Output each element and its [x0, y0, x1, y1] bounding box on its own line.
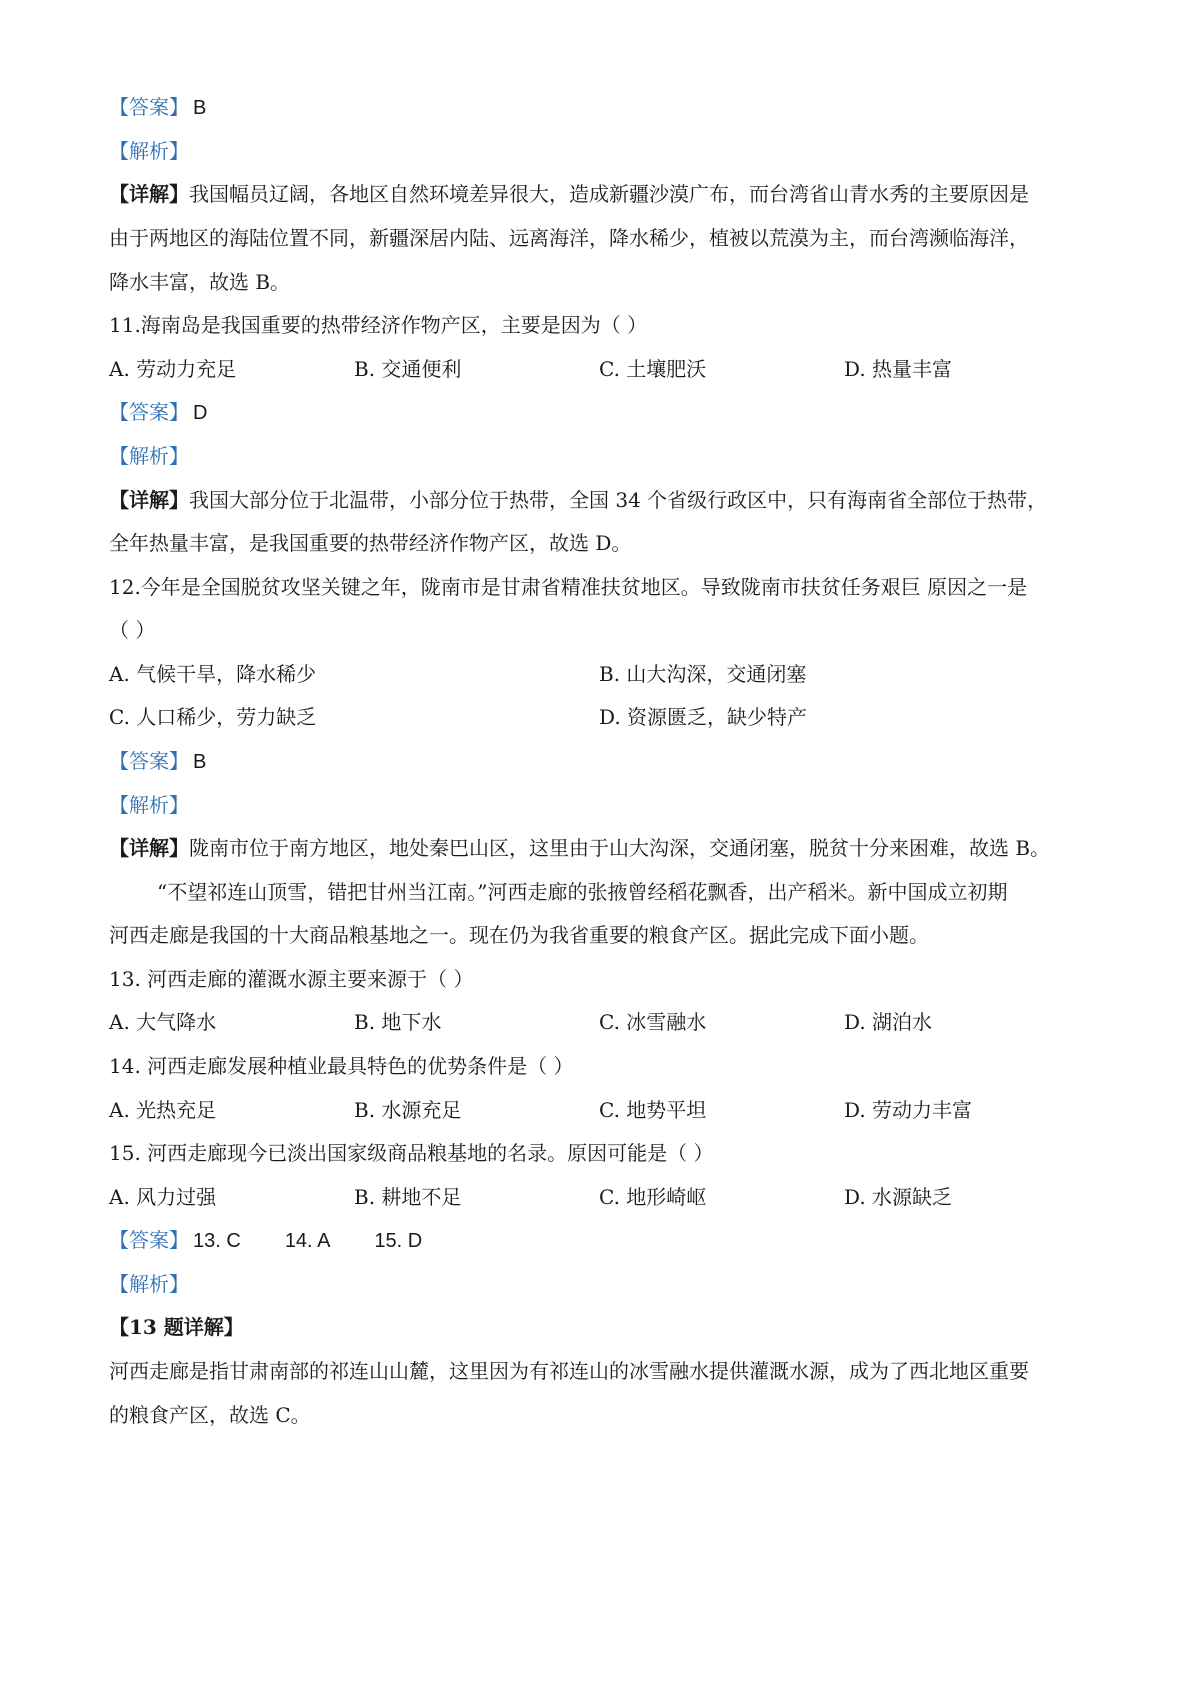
q11-detail-line-1 — [109, 486, 1100, 514]
q10-detail-line-3: 降水丰富，故选 B。 — [109, 270, 291, 294]
detail-label: 【详解】 — [109, 488, 189, 512]
q12-detail — [109, 834, 1100, 862]
option-b: B. 水源充足 — [354, 1098, 462, 1122]
detail-label: 【详解】 — [109, 182, 189, 206]
q11-analysis — [109, 442, 1100, 471]
q10-answer — [109, 93, 1100, 122]
q11-answer — [109, 398, 1100, 427]
q15-stem: 15. 河西走廊现今已淡出国家级商品粮基地的名录。原因可能是（ ） — [109, 1141, 714, 1165]
q12-analysis — [109, 791, 1100, 820]
q11-stem: 11.海南岛是我国重要的热带经济作物产区，主要是因为（ ） — [109, 313, 648, 337]
q12-stem-line-2: （ ） — [109, 618, 156, 642]
answer-label: 【答案】 — [109, 402, 189, 424]
q13-15-analysis — [109, 1270, 1100, 1299]
option-c: C. 人口稀少，劳力缺乏 — [109, 705, 317, 729]
option-d: D. 劳动力丰富 — [844, 1098, 973, 1122]
q12-options-row-1 — [109, 660, 1100, 688]
option-c: C. 土壤肥沃 — [599, 357, 707, 381]
answer-15: 15. D — [374, 1230, 423, 1252]
analysis-label: 【解析】 — [109, 446, 189, 468]
option-c: C. 冰雪融水 — [599, 1010, 707, 1034]
detail-text: 我国幅员辽阔，各地区自然环境差异很大，造成新疆沙漠广布，而台湾省山青水秀的主要原因是 — [189, 182, 1029, 206]
option-b: B. 地下水 — [354, 1010, 442, 1034]
answer-label: 【答案】 — [109, 1230, 189, 1252]
analysis-label: 【解析】 — [109, 795, 189, 817]
passage-line-1: “不望祁连山顶雪，错把甘州当江南。”河西走廊的张掖曾经稻花飘香，出产稻米。新中国成立初期 — [157, 880, 1008, 904]
q12-stem-line-1: 12.今年是全国脱贫攻坚关键之年，陇南市是甘肃省精准扶贫地区。导致陇南市扶贫任务艰巨 原因之一是 — [109, 575, 1028, 599]
option-a: A. 光热充足 — [109, 1098, 217, 1122]
q10-detail-line-1 — [109, 180, 1100, 208]
q10-detail-line-2: 由于两地区的海陆位置不同，新疆深居内陆、远离海洋，降水稀少，植被以荒漠为主，而台湾濒临海洋， — [109, 226, 1029, 250]
option-a: A. 大气降水 — [109, 1010, 217, 1034]
option-d: D. 湖泊水 — [844, 1010, 933, 1034]
analysis-label: 【解析】 — [109, 1274, 189, 1296]
option-b: B. 山大沟深，交通闭塞 — [599, 662, 807, 686]
q10-analysis — [109, 137, 1100, 166]
q13-detail-line-1: 河西走廊是指甘肃南部的祁连山山麓，这里因为有祁连山的冰雪融水提供灌溉水源，成为了西北地区重要 — [109, 1359, 1029, 1383]
answer-13: 13. C — [193, 1230, 241, 1252]
option-a: A. 劳动力充足 — [109, 357, 237, 381]
answer-value: D — [193, 402, 208, 424]
answer-14: 14. A — [284, 1230, 331, 1252]
option-d: D. 资源匮乏，缺少特产 — [599, 705, 808, 729]
q14-stem: 14. 河西走廊发展种植业最具特色的优势条件是（ ） — [109, 1054, 574, 1078]
q13-detail-title: 【13 题详解】 — [109, 1315, 244, 1339]
answer-value: B — [193, 751, 207, 773]
q13-detail-line-2: 的粮食产区，故选 C。 — [109, 1403, 311, 1427]
q14-options — [109, 1096, 1100, 1124]
q13-options — [109, 1008, 1100, 1036]
option-a: A. 气候干旱，降水稀少 — [109, 662, 317, 686]
option-a: A. 风力过强 — [109, 1185, 217, 1209]
q11-options — [109, 355, 1100, 383]
detail-text: 我国大部分位于北温带，小部分位于热带，全国 34 个省级行政区中，只有海南省全部位于热带， — [189, 488, 1048, 512]
detail-text: 陇南市位于南方地区，地处秦巴山区，这里由于山大沟深，交通闭塞，脱贫十分来困难，故选 B。 — [189, 836, 1051, 860]
q13-stem: 13. 河西走廊的灌溉水源主要来源于（ ） — [109, 967, 474, 991]
q15-options — [109, 1183, 1100, 1211]
option-b: B. 交通便利 — [354, 357, 462, 381]
option-d: D. 热量丰富 — [844, 357, 953, 381]
answer-label: 【答案】 — [109, 97, 189, 119]
q12-answer — [109, 747, 1100, 776]
option-c: C. 地势平坦 — [599, 1098, 707, 1122]
option-b: B. 耕地不足 — [354, 1185, 462, 1209]
q11-detail-line-2: 全年热量丰富，是我国重要的热带经济作物产区，故选 D。 — [109, 531, 632, 555]
q13-15-answer — [109, 1226, 1100, 1255]
answer-value: B — [193, 97, 207, 119]
q12-options-row-2 — [109, 703, 1100, 731]
analysis-label: 【解析】 — [109, 141, 189, 163]
answer-label: 【答案】 — [109, 751, 189, 773]
detail-label: 【详解】 — [109, 836, 189, 860]
option-d: D. 水源缺乏 — [844, 1185, 953, 1209]
option-c: C. 地形崎岖 — [599, 1185, 707, 1209]
passage-line-2: 河西走廊是我国的十大商品粮基地之一。现在仍为我省重要的粮食产区。据此完成下面小题。 — [109, 923, 929, 947]
